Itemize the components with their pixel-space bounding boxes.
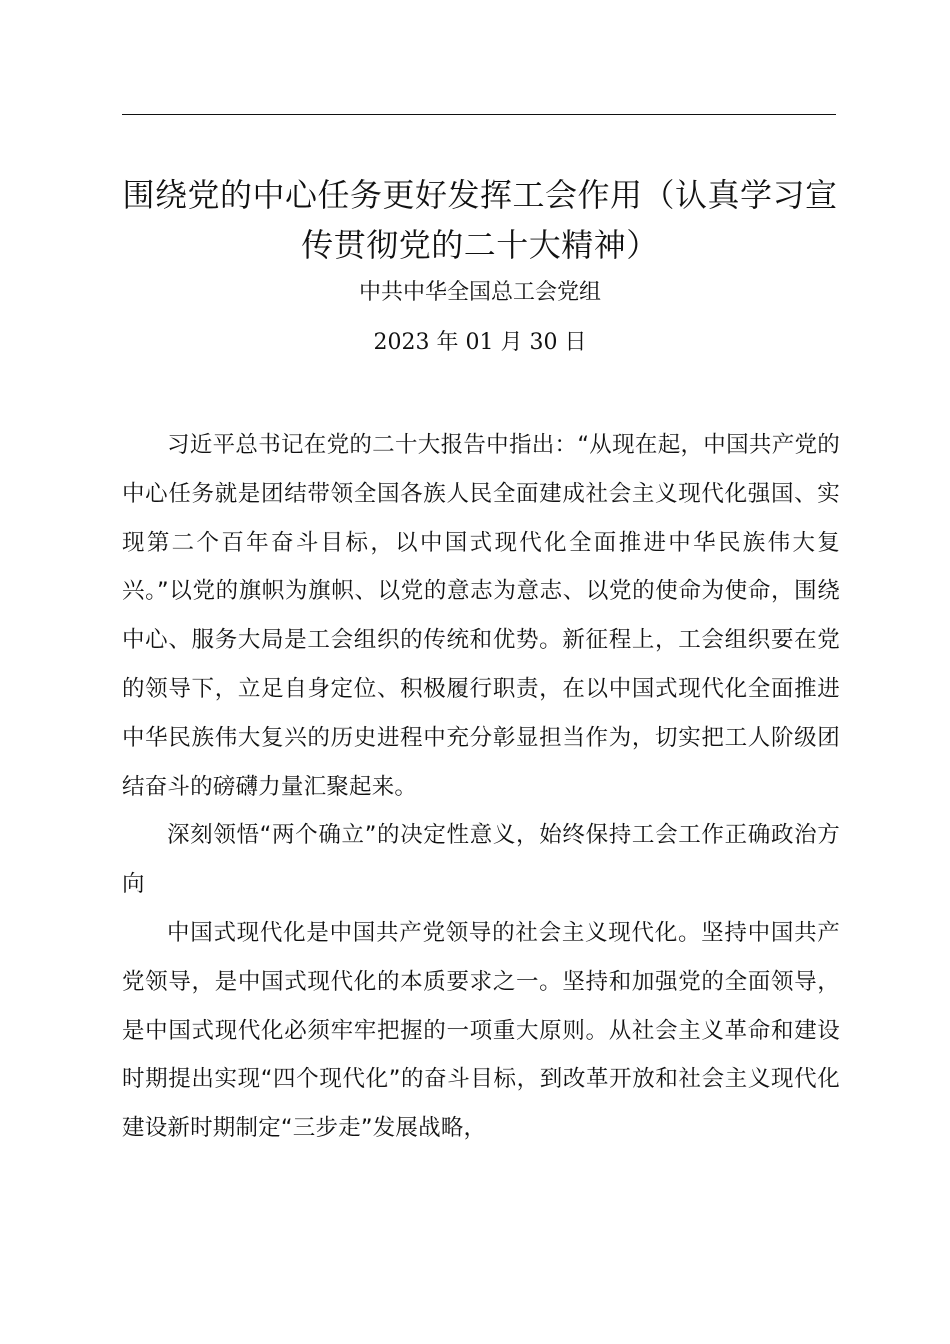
article-author: 中共中华全国总工会党组: [358, 280, 601, 305]
article-title: 围绕党的中心任务更好发挥工会作用（认真学习宣传贯彻党的二十大精神）: [122, 176, 838, 264]
article-body: [122, 421, 840, 1153]
article-date: 2023 年 01 月 30 日: [373, 330, 587, 355]
body-paragraph: 中国式现代化是中国共产党领导的社会主义现代化。坚持中国共产党领导，是中国式现代化的本质要求之一。坚持和加强党的全面领导，是中国式现代化必须牢牢把握的一项重大原则。从社会主义革命和建设时期提出实现“四个现代化”的奋斗目标，到改革开放和社会主义现代化建设新时期制定“三步走”发展战略，: [122, 919, 840, 1142]
section-heading: 深刻领悟“两个确立”的决定性意义，始终保持工会工作正确政治方向: [122, 822, 840, 898]
header-divider: [122, 114, 836, 115]
body-paragraph: 习近平总书记在党的二十大报告中指出：“从现在起，中国共产党的中心任务就是团结带领全国各族人民全面建成社会主义现代化强国、实现第二个百年奋斗目标，以中国式现代化全面推进中华民族伟大复兴。”以党的旗帜为旗帜、以党的意志为意志、以党的使命为使命，围绕中心、服务大局是工会组织的传统和优势。新征程上，工会组织要在党的领导下，立足自身定位、积极履行职责，在以中国式现代化全面推进中华民族伟大复兴的历史进程中充分彰显担当作为，切实把工人阶级团结奋斗的磅礴力量汇聚起来。: [122, 432, 840, 800]
